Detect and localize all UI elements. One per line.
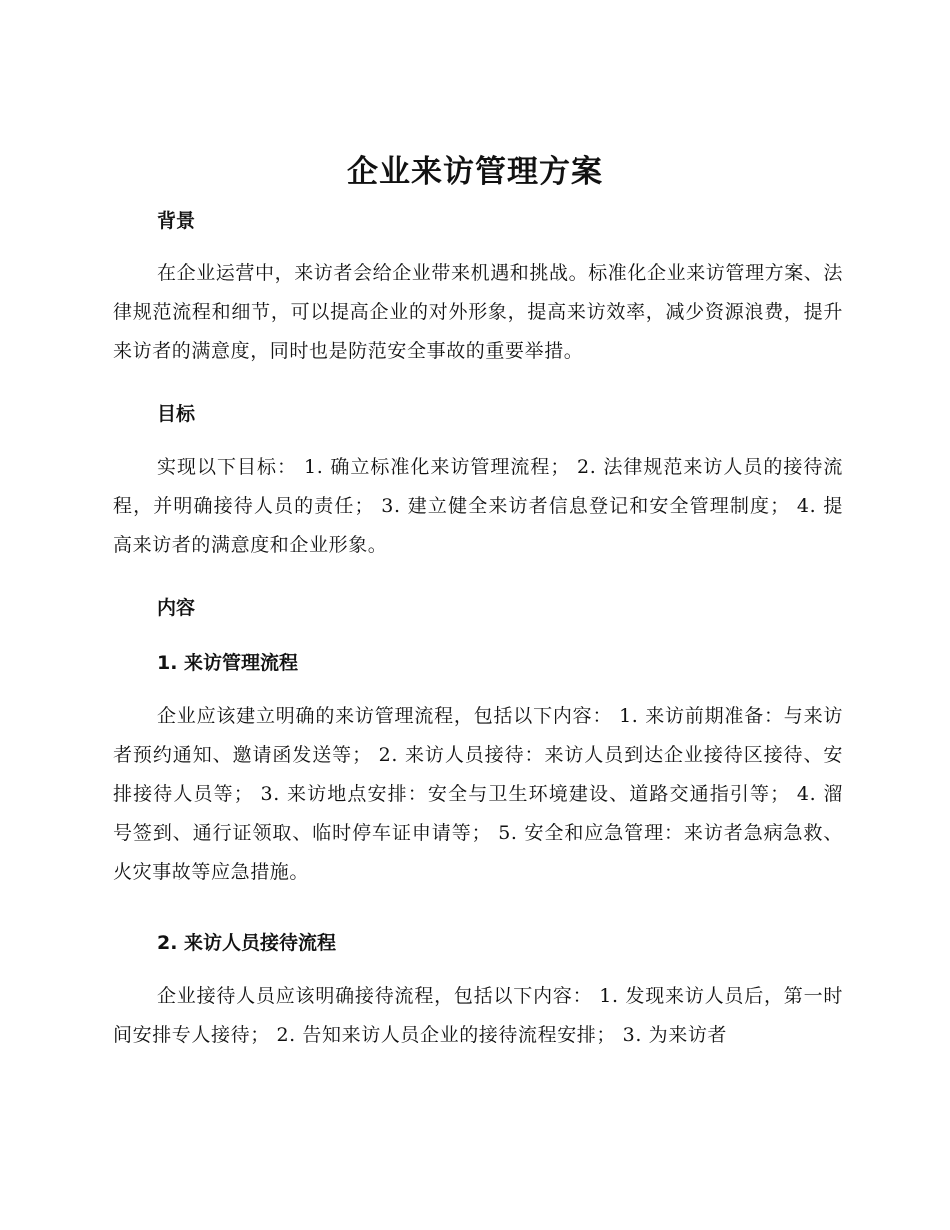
document-title: 企业来访管理方案 [347,154,603,190]
background-paragraph: 在企业运营中，来访者会给企业带来机遇和挑战。标准化企业来访管理方案、法律规范流程和细节，可以提高企业的对外形象，提高来访效率，减少资源浪费，提升来访者的满意度，同时也是防范安全事故的重要举措。 [113,262,844,362]
section-1-heading: 1. 来访管理流程 [157,652,299,674]
goal-heading: 目标 [157,403,196,425]
section-2-paragraph: 企业接待人员应该明确接待流程，包括以下内容： 1. 发现来访人员后，第一时间安排专人接待； 2. 告知来访人员企业的接待流程安排； 3. 为来访者 [113,985,843,1046]
goal-paragraph: 实现以下目标： 1. 确立标准化来访管理流程； 2. 法律规范来访人员的接待流程，并明确接待人员的责任； 3. 建立健全来访者信息登记和安全管理制度； 4. 提高来访者的满意度和企业形象。 [113,456,843,556]
background-heading: 背景 [157,210,196,232]
section-2-heading: 2. 来访人员接待流程 [157,932,337,954]
content-heading: 内容 [157,597,196,619]
section-1-paragraph: 企业应该建立明确的来访管理流程，包括以下内容： 1. 来访前期准备：与来访者预约通知、邀请函发送等； 2. 来访人员接待：来访人员到达企业接待区接待、安排接待人员等； 3. 来访地点安排：安全与卫生环境建设、道路交通指引等； 4. 溜号签到、通行证领取、临时停车证申请等； 5. 安全和应急管理：来访者急病急救、火灾事故等应急措施。 [113,705,843,883]
